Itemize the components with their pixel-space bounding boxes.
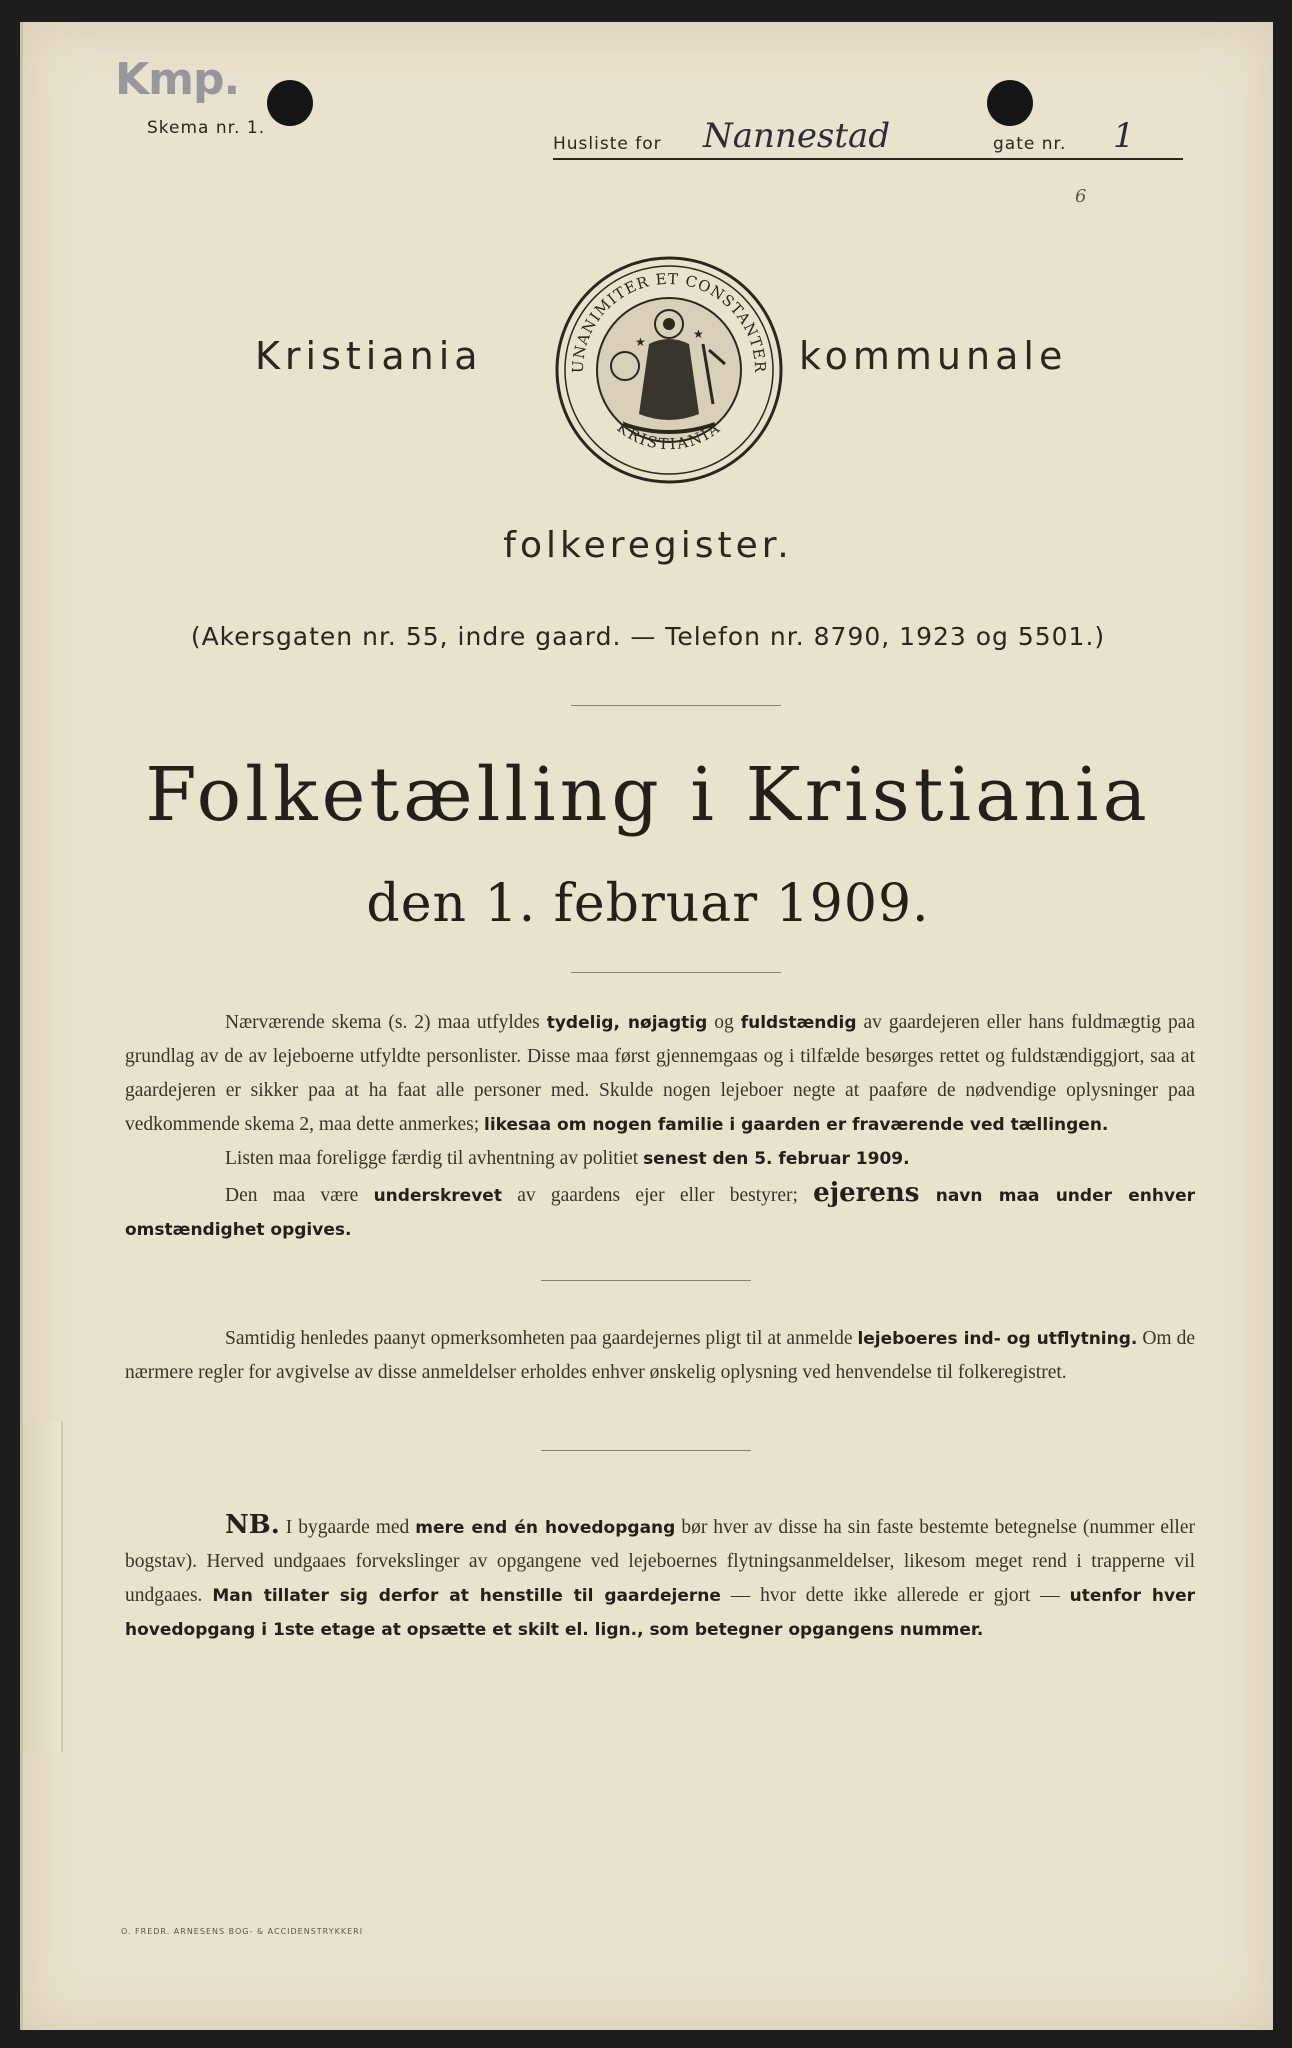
folded-margin bbox=[23, 1422, 63, 1752]
office-address: (Akersgaten nr. 55, indre gaard. — Telefon nr. 8790, 1923 og 5501.) bbox=[190, 622, 1106, 651]
seal-top-text: UNANIMITER ET CONSTANTER bbox=[568, 269, 770, 374]
punch-hole-left bbox=[267, 80, 313, 126]
masthead-left-word: Kristiania bbox=[255, 334, 483, 378]
svg-text:★: ★ bbox=[693, 327, 704, 341]
divider-2 bbox=[571, 972, 781, 973]
skema-number: Skema nr. 1. bbox=[147, 118, 266, 138]
nb-label: NB. bbox=[225, 1510, 280, 1540]
masthead-right-word: kommunale bbox=[799, 334, 1068, 378]
document-title: Folketælling i Kristiania bbox=[145, 752, 1151, 838]
house-number-handwritten: 1 bbox=[1113, 116, 1135, 156]
kmp-stamp: Kmp. bbox=[115, 54, 240, 105]
instruction-paragraph-1: Nærværende skema (s. 2) maa utfyldes tydelig, nøjagtig og fuldstændig av gaardejeren eller hans fuldmægtig paa grundlag av de av lejeboerne utfyldte personlister. Disse maa først gjennemgaas og i tilfælde besørges rettet og fuldstændiggjort, saa at gaardejeren er sikker paa at ha faat alle personer med. Skulde nogen lejeboer negte at paaføre de nødvendige oplysninger paa vedkommende skema 2, maa dette anmerkes; likesaa om nogen familie i gaarden er fraværende ved tællingen. bbox=[125, 1012, 1196, 1135]
notice-paragraph: Samtidig henledes paanyt opmerksomheten paa gaardejernes pligt til at anmelde lejeboeres ind- og utflytning. Om de nærmere regler for avgivelse av disse anmeldelser erholdes enhver ønskelig oplysning ved henvendelse til folkeregistret. bbox=[125, 1328, 1195, 1383]
husliste-line bbox=[553, 118, 1183, 160]
kristiania-seal-icon bbox=[553, 254, 785, 486]
seal-bottom-text: KRISTIANIA bbox=[613, 418, 725, 454]
svg-text:★: ★ bbox=[635, 335, 646, 349]
nb-paragraph: NB. I bygaarde med mere end én hovedopgang bør hver av disse ha sin faste bestemte betegnelse (nummer eller bogstav). Herved undgaaes forvekslinger av opgangene ved lejeboernes flytningsanmeldelser, likesom meget rend i trapperne vil undgaaes. Man tillater sig derfor at henstille til gaardejerne — hvor dette ikke allerede er gjort — utenfor hver hovedopgang i 1ste etage at opsætte et skilt el. lign., som betegner opgangens nummer. bbox=[125, 1510, 1196, 1640]
pencil-mark: 6 bbox=[1075, 186, 1087, 207]
printer-imprint: O. FREDR. ARNESENS BOG- & ACCIDENSTRYKKERI bbox=[121, 1927, 364, 1936]
instruction-paragraph-2: Listen maa foreligge færdig til avhentning av politiet senest den 5. februar 1909. bbox=[225, 1148, 910, 1169]
divider-4 bbox=[541, 1450, 751, 1451]
instructions-block bbox=[125, 1006, 1195, 1247]
nb-block bbox=[125, 1508, 1195, 1647]
notice-block bbox=[125, 1322, 1195, 1390]
folkeregister-heading: folkeregister. bbox=[503, 525, 793, 566]
gate-label: gate nr. bbox=[993, 134, 1067, 154]
instruction-paragraph-3: Den maa være underskrevet av gaardens ejer eller bestyrer; ejerens navn maa under enhver omstændighet opgives. bbox=[125, 1178, 1195, 1240]
census-date: den 1. februar 1909. bbox=[366, 874, 930, 934]
divider-3 bbox=[541, 1280, 751, 1281]
husliste-label: Husliste for bbox=[553, 134, 662, 154]
census-form-page bbox=[20, 22, 1273, 2030]
street-name-handwritten: Nannestad bbox=[703, 116, 891, 156]
divider-1 bbox=[571, 705, 781, 706]
